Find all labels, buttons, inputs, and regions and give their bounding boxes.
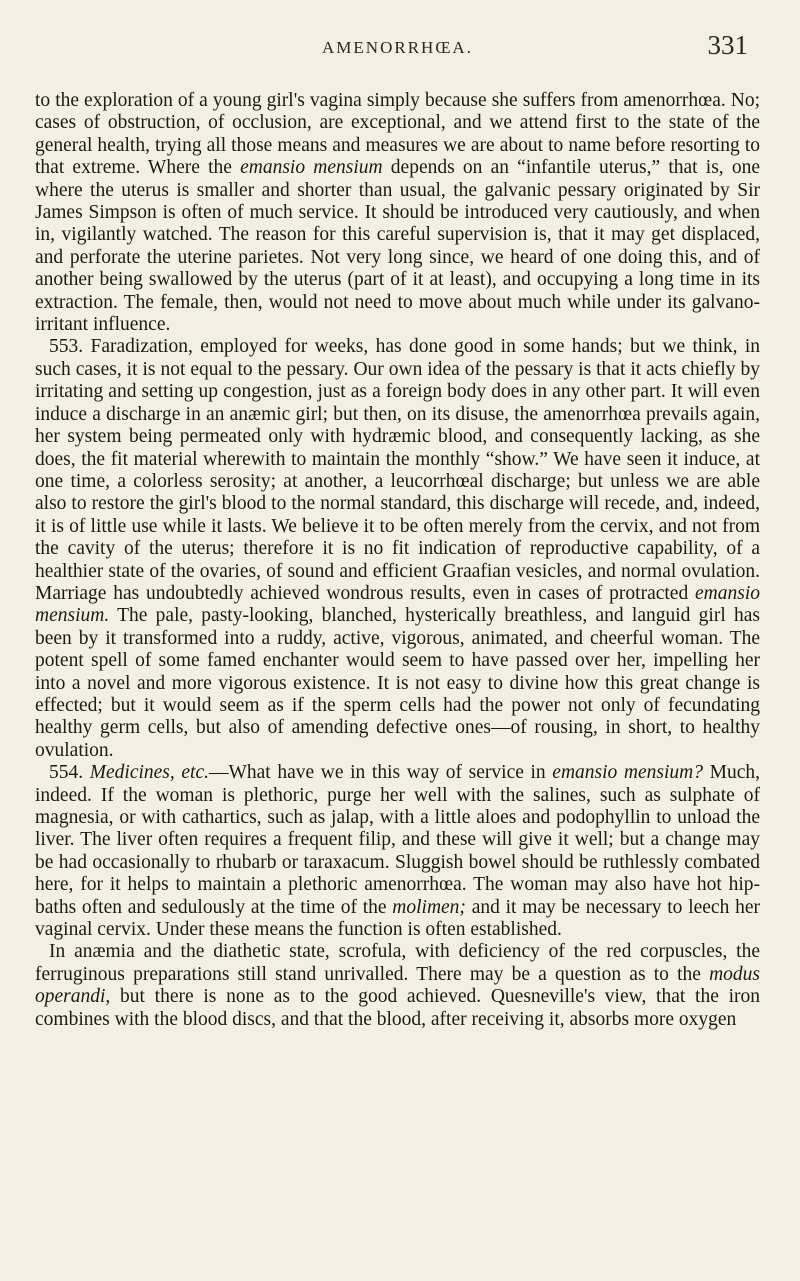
paragraph-text: The pale, pasty-looking, blanched, hysterically breathless, and languid girl has been by it transformed into a ruddy, active, vigorous, animated, and cheerful woman. The potent spell of some famed enchanter would seem to have passed over her, impelling her into a novel and more vigorous existence. It is not easy to divine how this great change is effected; but it would seem as if the sperm cells had the power not only of fecundating healthy germ cells, but also of amending defective ones—of rousing, in short, to healthy ovulation. xyxy=(35,605,760,761)
paragraph-554 xyxy=(35,762,760,941)
paragraph-553 xyxy=(35,336,760,762)
latin-term: emansio mensium. xyxy=(35,582,760,627)
paragraph-text: but there is none as to the good achieved. Quesneville's view, that the iron combines with the blood discs, and that the blood, after receiving it, absorbs more oxygen xyxy=(35,986,760,1030)
paragraph-text: 553. Faradization, employed for weeks, has done good in some hands; but we think, in such cases, it is not equal to the pessary. Our own idea of the pessary is that it acts chiefly by irritating and setting up congestion, just as a foreign body does in any other part. It will even induce a discharge in an anæmic girl; but then, on its disuse, the amenorrhœa prevails again, her system being permeated only with hydræmic blood, and consequently lacking, as she does, the fit material wherewith to maintain the monthly “show.” We have seen it induce, at one time, a colorless serosity; at another, a leucorrhœal discharge; but unless we are able also to restore the girl's blood to the normal standard, this discharge will recede, and, indeed, it is of little use while it lasts. We believe it to be often merely from the cervix, and not from the cavity of the uterus; therefore it is no fit indication of reproductive capability, of a healthier state of the ovaries, of sound and efficient Graafian vesicles, and normal ovulation. Marriage has undoubtedly achieved wondrous results, even in cases of protracted xyxy=(35,336,760,604)
paragraph-text: and it may be necessary to leech her vaginal cervix. Under these means the function is often established. xyxy=(35,896,760,941)
latin-term: emansio mensium? xyxy=(552,762,703,784)
page-number: 331 xyxy=(707,30,748,60)
paragraph-text: Much, indeed. If the woman is plethoric, purge her well with the salines, such as sulphate of magnesia, or with cathartics, such as jalap, with a little aloes and podophyllin to unload the liver. The liver often requires a frequent filip, and these will give it well; but a change may be had occasionally to rhubarb or taraxacum. Sluggish bowel should be ruthlessly combated here, for it helps to maintain a plethoric amenorrhœa. The woman may also have hot hip-baths often and sedulously at the time of the xyxy=(35,762,760,918)
paragraph-text: depends on an “infantile uterus,” that is, one where the uterus is smaller and shorter than usual, the galvanic pessary originated by Sir James Simpson is often of much service. It should be introduced very cautiously, and when in, vigilantly watched. The reason for this careful supervision is, that it may get displaced, and perforate the uterine parietes. Not very long since, we heard of one doing this, and of another being swallowed by the uterus (part of it at least), and occupying a long time in its extraction. The female, then, would not need to move about much while under its galvano-irritant influence. xyxy=(35,157,760,336)
latin-term: modus operandi, xyxy=(35,963,760,1008)
paragraph-continuation xyxy=(35,90,760,336)
body-text xyxy=(35,90,760,1031)
latin-term: molimen; xyxy=(392,896,466,918)
latin-term: emansio mensium xyxy=(240,157,383,179)
section-heading-italic: Medicines, etc. xyxy=(89,762,209,784)
paragraph-text: to the exploration of a young girl's vagina simply because she suffers from amenorrhœa. No; cases of obstruction, of occlusion, are exceptional, and we attend first to the state of the general health, trying all those means and measures we are about to name before resorting to that extreme. Where the xyxy=(35,90,760,179)
running-head-title: AMENORRHŒA. xyxy=(322,38,473,57)
running-head xyxy=(35,30,760,76)
paragraph-text: In anæmia and the diathetic state, scrofula, with deficiency of the red corpuscles, the ferruginous preparations still stand unrivalled. There may be a question as to the xyxy=(35,941,760,985)
paragraph-text: 554. xyxy=(49,762,90,784)
paragraph-anaemia xyxy=(35,941,760,1031)
paragraph-text: —What have we in this way of service in xyxy=(208,762,553,784)
